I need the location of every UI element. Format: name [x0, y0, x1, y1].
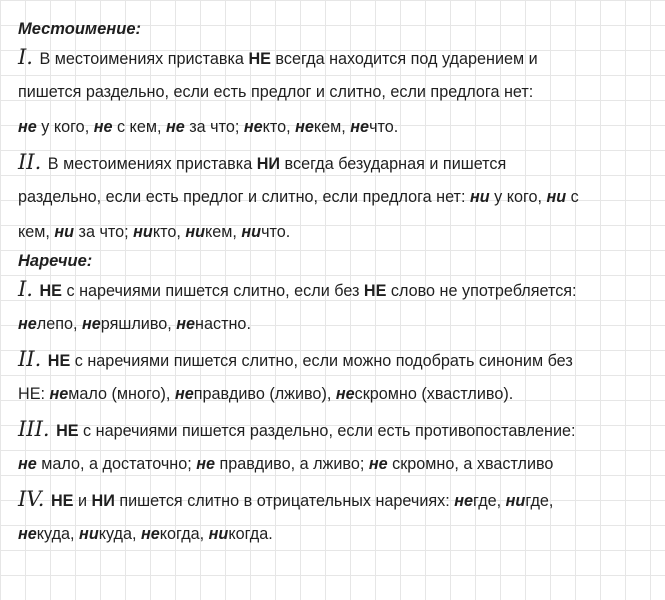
text-fragment: с: [566, 188, 579, 206]
text-fragment: кто,: [152, 223, 186, 241]
emphasis-prefix: не: [176, 315, 196, 333]
emphasis-prefix: ни: [133, 223, 153, 241]
emphasis-prefix: не: [140, 525, 160, 543]
roman-numeral: III.: [18, 417, 50, 441]
text-fragment: куда,: [98, 525, 141, 543]
text-fragment: за что;: [74, 223, 134, 241]
text-fragment: всегда находится под ударением и: [270, 50, 538, 68]
text-fragment: скромно (хвастливо).: [354, 385, 514, 403]
adverb-rule-1: [18, 272, 658, 342]
emphasis-prefix: ни: [54, 223, 75, 241]
text-line: [18, 412, 658, 447]
emphasis-bold: НЕ: [39, 282, 62, 300]
emphasis-prefix: не: [295, 118, 314, 136]
text-fragment: кем,: [205, 223, 242, 241]
text-fragment: с наречиями пишется слитно, если можно подобрать синоним без: [70, 352, 573, 370]
text-fragment: и: [73, 492, 92, 510]
text-fragment: слово не употребляется:: [386, 282, 577, 300]
text-fragment: кем,: [18, 223, 55, 241]
emphasis-bold: НЕ: [56, 422, 79, 440]
pronoun-heading: Местоимение:: [18, 20, 142, 38]
emphasis-prefix: не: [335, 385, 355, 403]
line-fragments: [46, 492, 553, 510]
text-fragment: В местоимениях приставка: [34, 50, 249, 68]
text-line: [18, 180, 658, 215]
text-fragment: раздельно, если есть предлог и слитно, если предлога нет:: [18, 188, 470, 206]
adverb-heading: Наречие:: [18, 252, 93, 270]
text-fragment: кем,: [313, 118, 351, 136]
text-line: пишется раздельно, если есть предлог и слитно, если предлога нет:: [18, 83, 534, 101]
emphasis-prefix: не: [196, 455, 215, 473]
line-fragments: [35, 282, 577, 300]
text-fragment: настно.: [195, 315, 251, 333]
text-line: [18, 272, 658, 307]
emphasis-bold: НИ: [256, 155, 281, 173]
text-fragment: что.: [369, 118, 399, 136]
rules-document: [18, 18, 658, 552]
adverb-rule-4: [18, 482, 658, 552]
adverb-rule-2: [18, 342, 658, 412]
text-fragment: что.: [261, 223, 291, 241]
example-line: [18, 377, 658, 412]
emphasis-prefix: не: [174, 385, 194, 403]
text-fragment: мало (много),: [68, 385, 175, 403]
adverb-rule-3: [18, 412, 658, 482]
text-fragment: НЕ:: [18, 385, 50, 403]
roman-numeral: II.: [18, 347, 42, 371]
example-line: [18, 517, 658, 552]
roman-numeral: I.: [18, 277, 33, 301]
text-fragment: с наречиями пишется слитно, если без: [61, 282, 364, 300]
example-line: [18, 110, 658, 145]
pronoun-rule-1: [18, 40, 658, 145]
text-fragment: когда.: [228, 525, 273, 543]
emphasis-bold: НИ: [91, 492, 115, 510]
emphasis-prefix: ни: [469, 188, 490, 206]
text-fragment: лепо,: [36, 315, 82, 333]
example-line: [18, 307, 658, 342]
emphasis-prefix: ни: [241, 223, 262, 241]
text-fragment: за что;: [184, 118, 244, 136]
text-fragment: куда,: [36, 525, 80, 543]
text-fragment: где,: [525, 492, 554, 510]
emphasis-prefix: не: [243, 118, 263, 136]
emphasis-prefix: не: [49, 385, 69, 403]
emphasis-prefix: не: [18, 315, 37, 333]
text-fragment: ряшливо,: [100, 315, 177, 333]
example-line: [18, 215, 658, 250]
text-line: [18, 482, 658, 517]
text-line: [18, 145, 658, 180]
text-fragment: пишется слитно в отрицательных наречиях:: [114, 492, 455, 510]
text-line: [18, 342, 658, 377]
text-fragment: кто,: [262, 118, 296, 136]
pronoun-rule-2: [18, 145, 658, 250]
text-fragment: когда,: [159, 525, 209, 543]
emphasis-bold: НЕ: [50, 492, 74, 510]
text-fragment: где,: [473, 492, 506, 510]
text-fragment: с наречиями пишется раздельно, если есть противопоставление:: [78, 422, 576, 440]
emphasis-prefix: не: [454, 492, 474, 510]
line-fragments: [52, 422, 576, 440]
emphasis-prefix: не: [350, 118, 370, 136]
emphasis-prefix: не: [82, 315, 101, 333]
text-fragment: правдиво (лживо),: [193, 385, 336, 403]
emphasis-prefix: ни: [79, 525, 99, 543]
text-fragment: у кого,: [36, 118, 94, 136]
emphasis-prefix: не: [368, 455, 388, 473]
roman-numeral: IV.: [18, 487, 45, 511]
roman-numeral: II.: [18, 150, 42, 174]
emphasis-prefix: не: [18, 118, 37, 136]
emphasis-bold: НЕ: [248, 50, 271, 68]
text-fragment: правдиво, а лживо;: [215, 455, 369, 473]
emphasis-prefix: ни: [185, 223, 205, 241]
text-fragment: с кем,: [112, 118, 166, 136]
text-fragment: В местоимениях приставка: [43, 155, 257, 173]
line-fragments: [43, 352, 572, 370]
emphasis-prefix: ни: [208, 525, 229, 543]
example-line: [18, 447, 658, 482]
text-line: [18, 40, 658, 75]
text-fragment: всегда безударная и пишется: [280, 155, 507, 173]
emphasis-bold: НЕ: [47, 352, 71, 370]
text-fragment: мало, а достаточно;: [36, 455, 197, 473]
emphasis-prefix: ни: [505, 492, 526, 510]
text-fragment: скромно, а хвастливо: [387, 455, 554, 473]
text-fragment: у кого,: [489, 188, 547, 206]
emphasis-prefix: не: [18, 455, 37, 473]
emphasis-bold: НЕ: [363, 282, 387, 300]
emphasis-prefix: не: [93, 118, 113, 136]
emphasis-prefix: не: [165, 118, 185, 136]
emphasis-prefix: не: [18, 525, 37, 543]
emphasis-prefix: ни: [546, 188, 567, 206]
roman-numeral: I.: [18, 45, 33, 69]
